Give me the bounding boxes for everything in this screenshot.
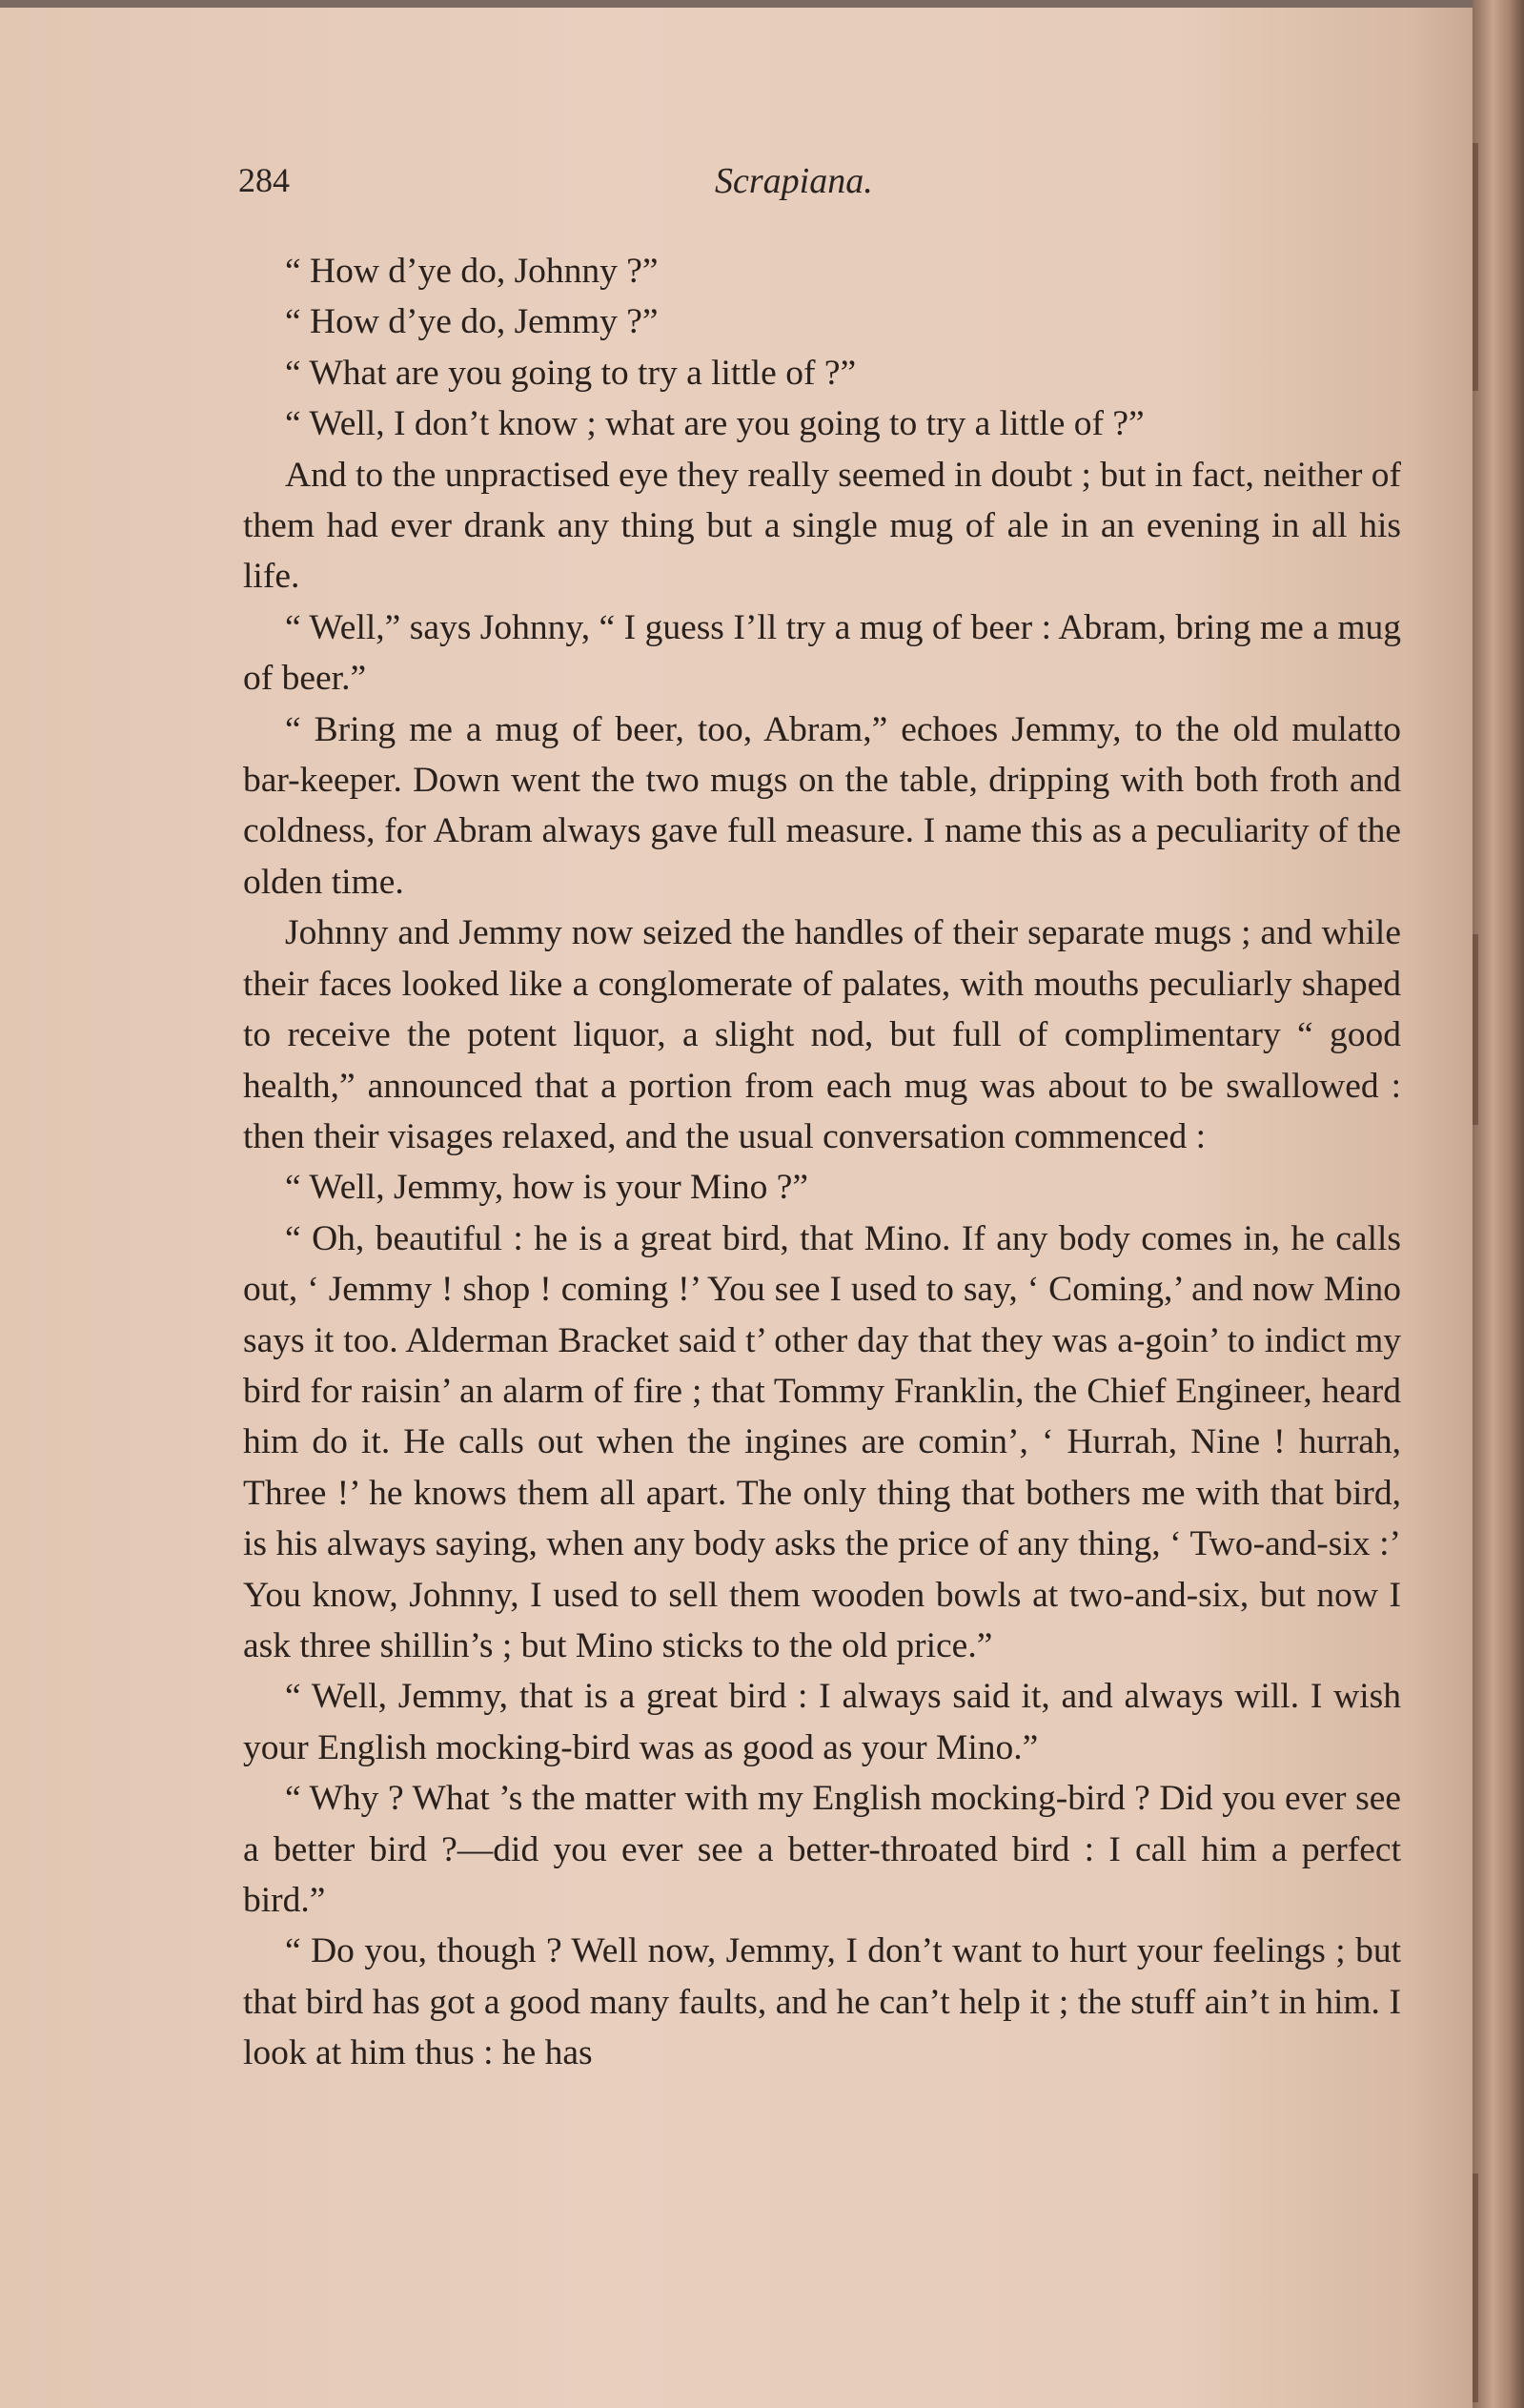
page-edge-shadow [1473,2173,1478,2402]
paragraph: And to the unpractised eye they really seemed in doubt ; but in fact, neither of them had ever drank any thing but a single mug of ale in an evening in all his life. [243,455,1401,597]
paragraph: “ Well, Jemmy, how is your Mino ?” [285,1168,808,1208]
paragraph: “ How d’ye do, Jemmy ?” [285,302,659,342]
paragraph: “ Well, Jemmy, that is a great bird : I always said it, and always will. I wish your English mocking-bird was as good as your Mino.” [243,1677,1401,1767]
paragraph: “ How d’ye do, Johnny ?” [285,252,659,291]
running-title: Scrapiana. [715,161,873,201]
page-edge-shadow [1473,143,1478,391]
page-edge-shadow [1473,934,1478,1125]
body-text [243,246,1401,2079]
page-edge [1473,0,1524,2408]
paragraph: “ Do you, though ? Well now, Jemmy, I don’t want to hurt your feelings ; but that bird has got a good many faults, and he can’t help it ; the stuff ain’t in him. I look at him thus : he has [243,1931,1401,2073]
paragraph: “ Bring me a mug of beer, too, Abram,” echoes Jemmy, to the old mulatto bar-keeper. Down went the two mugs on the table, dripping with both froth and coldness, for Abram always gave full measure. I name this as a peculiarity of the olden time. [243,709,1401,902]
paragraph: “ Why ? What ’s the matter with my English mocking-bird ? Did you ever see a better bird ?—did you ever see a better-throated bird : I call him a perfect bird.” [243,1779,1401,1920]
paragraph: Johnny and Jemmy now seized the handles of their separate mugs ; and while their faces looked like a conglomerate of palates, with mouths peculiarly shaped to receive the potent liquor, a slight nod, but full of complimentary “ good health,” announced that a portion from each mug was about to be swallowed : then their visages relaxed, and the usual conversation commenced : [243,913,1401,1156]
paragraph: “ Well,” says Johnny, “ I guess I’ll try a mug of beer : Abram, bring me a mug of beer.” [243,607,1401,699]
paragraph: “ Well, I don’t know ; what are you going to try a little of ?” [285,404,1145,444]
page-number: 284 [238,161,290,199]
paragraph: “ Oh, beautiful : he is a great bird, that Mino. If any body comes in, he calls out, ‘ Jemmy ! shop ! coming !’ You see I used to say, ‘ Coming,’ and now Mino says it too. Alderman Bracket said t’ other day that they was a-goin’ to indict my bird for raisin’ an alarm of fire ; that Tommy Franklin, the Chief Engineer, heard him do it. He calls out when the ingines are comin’, ‘ Hurrah, Nine ! hurrah, Three !’ he knows them all apart. The only thing that bothers me with that bird, is his always saying, when any body asks the price of any thing, ‘ Two-and-six :’ You know, Johnny, I used to sell them wooden bowls at two-and-six, but now I ask three shillin’s ; but Mino sticks to the old price.” [243,1218,1401,1665]
running-head [238,151,1401,208]
paragraph: “ What are you going to try a little of ?” [285,353,857,393]
